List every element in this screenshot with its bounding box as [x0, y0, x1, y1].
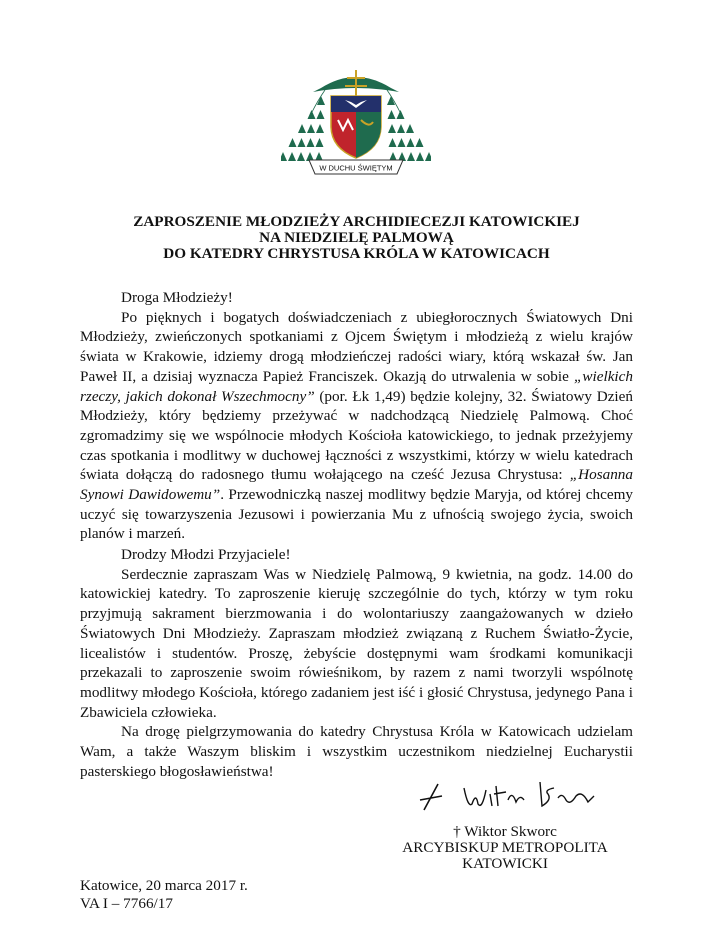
- section-2: [80, 545, 633, 781]
- title-line-2: NA NIEDZIELĘ PALMOWĄ: [259, 229, 454, 246]
- paragraph-1: [80, 308, 633, 544]
- tassel: [398, 138, 406, 147]
- greeting-2: Drodzy Młodzi Przyjaciele!: [121, 546, 291, 563]
- tassels-right: [387, 90, 431, 161]
- signer-diocese: KATOWICKI: [462, 855, 548, 872]
- tassel: [406, 124, 414, 133]
- tassel: [388, 110, 396, 119]
- tassel: [407, 152, 415, 161]
- letter-footer: [80, 877, 248, 913]
- paragraph-1-part-b: (por. Łk 1,49) będzie kolejny, 32. Światowy Dzień Młodzieży, który będziemy przeżywać w nadchodzącą Niedzielę Palmową. Choć zgromadzimy się we wspólnocie młodych Kościoła katowickiego, to jednak przeżyjemy czas spotkania i modlitwy w duchowej łączności z wszystkimi, którzy w wielu katedrach świata dołączą do radosnego tłumu wołającego na cześć Jezusa Chrystusa:: [80, 387, 633, 484]
- paragraph-2: Serdecznie zapraszam Was w Niedzielę Palmową, 9 kwietnia, na godz. 14.00 do katowickiej katedry. To zaproszenie kieruję szczególnie do tych, którzy w tym roku przyjmują sakrament bierzmowania i do wolontariuszy zaangażowanych w dzieło Światowych Dni Młodzieży. Zapraszam młodzież związaną z Ruchem Światło-Życie, licealistów i studentów. Proszę, żebyście dostępnymi wam środkami komunikacji przekazali to zaproszenie swoim rówieśnikom, by razem z nami tworzyli wspólnotę modlitwy młodego Kościoła, którego zadaniem jest iść i głosić Chrystusa, jedynego Pana i Zbawiciela człowieka.: [80, 565, 633, 721]
- tassel: [298, 138, 306, 147]
- coat-of-arms: [281, 64, 431, 182]
- reference-number: VA I – 7766/17: [80, 895, 173, 912]
- signer-block: [390, 824, 620, 872]
- tassel: [416, 138, 424, 147]
- signer-role: ARCYBISKUP METROPOLITA: [402, 839, 608, 856]
- tassel: [416, 152, 424, 161]
- paragraph-1-part-c: . Przewodniczką naszej modlitwy będzie Maryja, od której chcemy uczyć się towarzyszenia Jezusowi i powierzania Mu z ufnością swojego życia, swoich planów i marzeń.: [80, 486, 633, 543]
- signer-name: † Wiktor Skworc: [453, 823, 557, 840]
- tassel: [388, 124, 396, 133]
- tassel: [407, 138, 415, 147]
- letter-title: [60, 214, 653, 262]
- title-line-3: DO KATEDRY CHRYSTUSA KRÓLA W KATOWICACH: [163, 245, 550, 262]
- tassel: [317, 110, 325, 119]
- tassel: [397, 124, 405, 133]
- motto-text: W DUCHU ŚWIĘTYM: [319, 163, 393, 173]
- tassel: [307, 124, 315, 133]
- tassels-left: [281, 90, 325, 161]
- tassel: [298, 124, 306, 133]
- quote-magnificat: „wielkich rzeczy, jakich dokonał Wszechmocny”: [80, 367, 633, 405]
- tassel: [288, 152, 296, 161]
- tassel: [425, 152, 431, 161]
- tassel: [316, 138, 324, 147]
- title-line-1: ZAPROSZENIE MŁODZIEŻY ARCHIDIECEZJI KATOWICKIEJ: [133, 213, 580, 230]
- tassel: [397, 110, 405, 119]
- tassel: [289, 138, 297, 147]
- paragraph-1-part-a: Po pięknych i bogatych doświadczeniach z ubiegłorocznych Światowych Dni Młodzieży, zwieńczonych spotkaniami z Ojcem Świętym i młodzieżą z wielu krajów świata w Krakowie, idziemy drogą młodzieńczej radości wiary, którą wskazał św. Jan Paweł II, a dzisiaj wyznacza Papież Franciszek. Okazją do utrwalenia w sobie: [80, 308, 633, 385]
- tassel: [307, 138, 315, 147]
- section-1: [80, 288, 633, 544]
- tassel: [389, 138, 397, 147]
- paragraph-3: Na drogę pielgrzymowania do katedry Chrystusa Króla w Katowicach udzielam Wam, a także Waszym bliskim i wszystkim uczestnikom niedzielnej Eucharystii pasterskiego błogosławieństwa!: [80, 723, 633, 780]
- tassel: [281, 152, 287, 161]
- tassel: [316, 124, 324, 133]
- handwritten-signature: [412, 770, 612, 820]
- tassel: [297, 152, 305, 161]
- shield: [331, 96, 381, 158]
- greeting-1: Droga Młodzieży!: [121, 289, 233, 306]
- quote-hosanna: „Hosanna Synowi Dawidowemu”: [80, 466, 633, 504]
- tassel: [308, 110, 316, 119]
- place-date: Katowice, 20 marca 2017 r.: [80, 877, 248, 894]
